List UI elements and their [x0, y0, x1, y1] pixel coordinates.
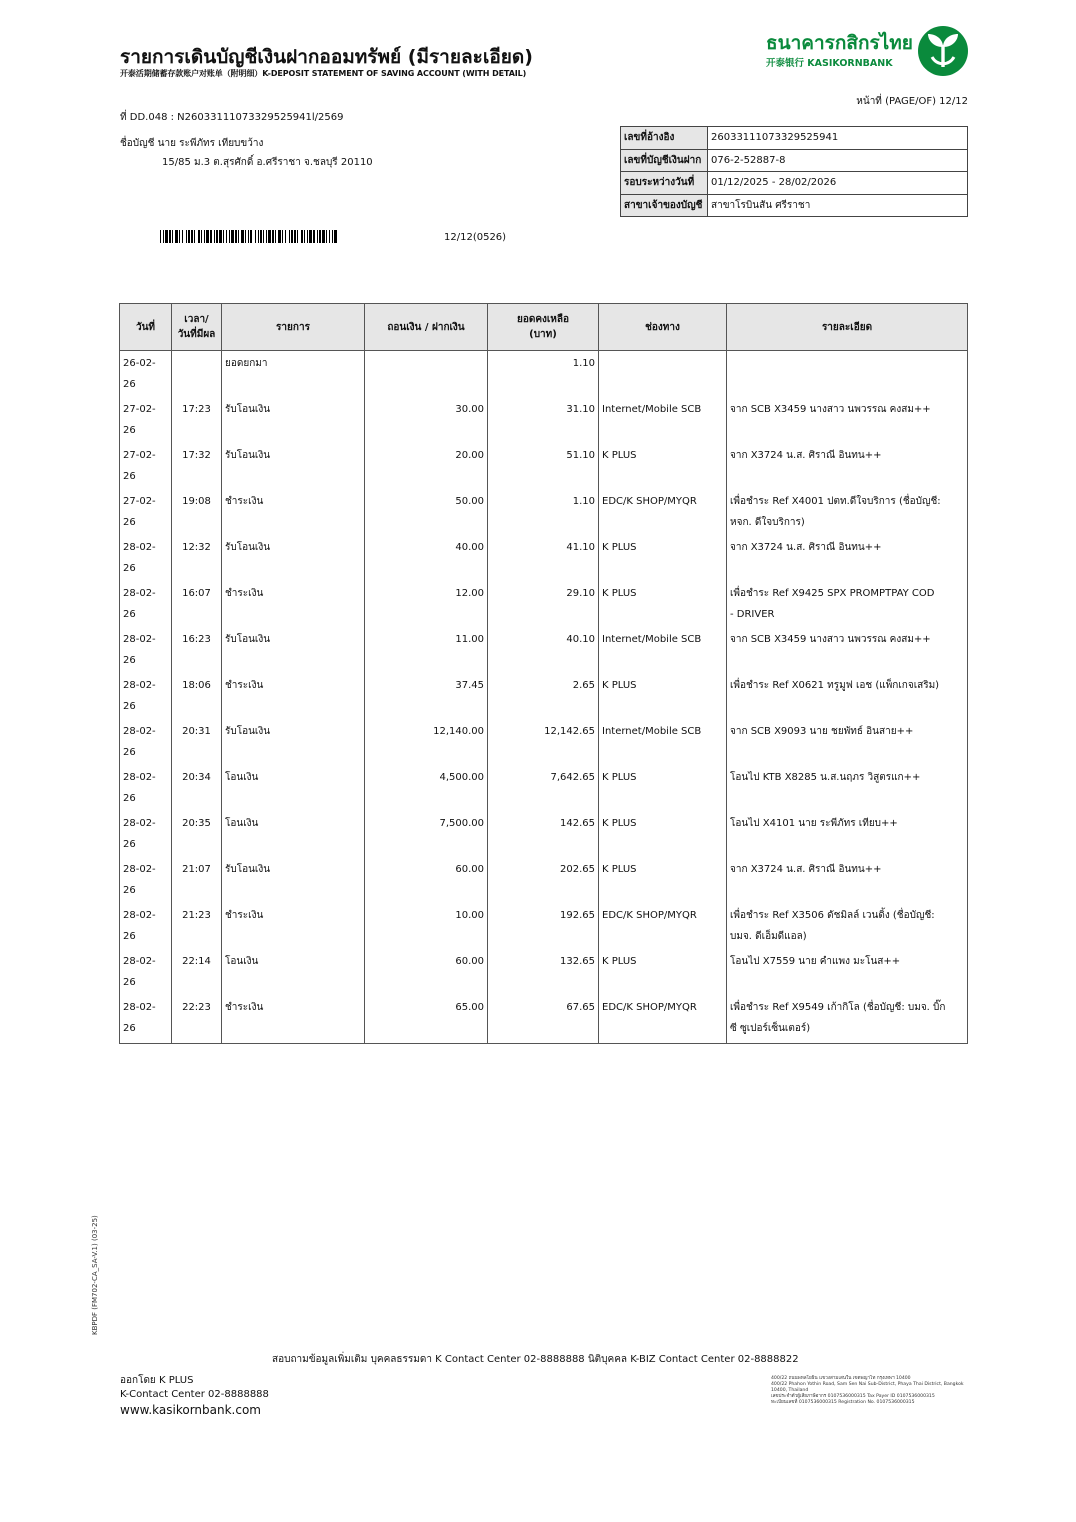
table-row: [120, 903, 968, 949]
table-row: [120, 995, 968, 1044]
cell-channel: K PLUS: [599, 811, 727, 857]
barcode-bar: [285, 230, 286, 243]
barcode-bar: [182, 230, 183, 243]
barcode-text: 12/12(0526): [444, 232, 507, 243]
cell-channel: K PLUS: [599, 949, 727, 995]
account-info-box: [620, 126, 968, 217]
kasikornbank-logo-icon: [917, 25, 969, 77]
account-holder-name: ชื่อบัญชี นาย ระพีภัทร เทียบขว้าง: [120, 138, 264, 149]
barcode-bar: [301, 230, 303, 243]
cell-balance: 67.65: [488, 995, 599, 1044]
barcode-bar: [250, 230, 252, 243]
cell-time: 20:34: [172, 765, 222, 811]
cell-channel: Internet/Mobile SCB: [599, 627, 727, 673]
cell-description: โอนเงิน: [222, 949, 365, 995]
barcode-bar: [289, 230, 290, 243]
cell-date: 27-02-26: [120, 443, 172, 489]
column-header-amount: ถอนเงิน / ฝากเงิน: [365, 304, 488, 351]
cell-details: จาก SCB X3459 นางสาว นพวรรณ คงสม++: [727, 627, 968, 673]
info-value: 076-2-52887-8: [708, 149, 968, 172]
barcode-bar: [317, 230, 318, 243]
cell-date: 28-02-26: [120, 535, 172, 581]
table-row: [120, 673, 968, 719]
cell-time: 17:32: [172, 443, 222, 489]
info-value: 01/12/2025 - 28/02/2026: [708, 172, 968, 195]
cell-time: 17:23: [172, 397, 222, 443]
info-row: [621, 172, 968, 195]
barcode-bar: [226, 230, 227, 243]
issued-by: ออกโดย K PLUS: [120, 1375, 194, 1386]
barcode-bar: [322, 230, 325, 243]
cell-time: 22:23: [172, 995, 222, 1044]
barcode-bar: [163, 230, 164, 243]
cell-amount: 10.00: [365, 903, 488, 949]
cell-balance: 41.10: [488, 535, 599, 581]
cell-date: 28-02-26: [120, 673, 172, 719]
cell-description: รับโอนเงิน: [222, 397, 365, 443]
barcode-bar: [179, 230, 180, 243]
cell-channel: K PLUS: [599, 443, 727, 489]
form-code: KBPDF (FM702-CA_SA-V.1) (03-25): [91, 1215, 99, 1335]
cell-amount: 12.00: [365, 581, 488, 627]
barcode-bar: [304, 230, 305, 243]
barcode-bar: [313, 230, 315, 243]
table-row: [120, 811, 968, 857]
barcode-bar: [231, 230, 234, 243]
cell-date: 28-02-26: [120, 811, 172, 857]
cell-date: 27-02-26: [120, 397, 172, 443]
table-row: [120, 535, 968, 581]
cell-balance: 1.10: [488, 351, 599, 398]
barcode-bar: [294, 230, 296, 243]
barcode-bar: [255, 230, 256, 243]
cell-description: รับโอนเงิน: [222, 627, 365, 673]
barcode-bar: [188, 230, 190, 243]
cell-amount: 60.00: [365, 857, 488, 903]
column-header-balance: ยอดคงเหลือ (บาท): [488, 304, 599, 351]
cell-time: 16:23: [172, 627, 222, 673]
fine-print-line: 400/22 Phahon Yothin Road, Sam Sen Nai Sub-District, Phaya Thai District, Bangkok 10400, Thailand: [771, 1382, 964, 1393]
website-link[interactable]: www.kasikornbank.com: [120, 1403, 261, 1417]
table-row: [120, 581, 968, 627]
barcode-bar: [210, 230, 212, 243]
cell-balance: 40.10: [488, 627, 599, 673]
cell-details: เพื่อชำระ Ref X3506 ดัชมิลล์ เวนดิ้ง (ชื่อบัญชี: บมจ. ดีเอ็มดีแอล): [727, 903, 968, 949]
column-header-details: รายละเอียด: [727, 304, 968, 351]
column-header-description: รายการ: [222, 304, 365, 351]
fine-print-line: เลขประจำตัวผู้เสียภาษีอากร 0107536000315 Tax Payer ID 0107536000315: [771, 1394, 935, 1399]
barcode-bar: [248, 230, 249, 243]
cell-time: [172, 351, 222, 398]
account-holder-address: 15/85 ม.3 ต.สุรศักดิ์ อ.ศรีราชา จ.ชลบุรี 20110: [162, 157, 373, 168]
barcode-bar: [160, 230, 161, 243]
cell-channel: K PLUS: [599, 765, 727, 811]
cell-date: 28-02-26: [120, 903, 172, 949]
column-header-channel: ช่องทาง: [599, 304, 727, 351]
barcode-bar: [175, 230, 178, 243]
cell-date: 28-02-26: [120, 719, 172, 765]
cell-amount: [365, 351, 488, 398]
table-row: [120, 489, 968, 535]
cell-balance: 29.10: [488, 581, 599, 627]
table-row: [120, 949, 968, 995]
cell-details: โอนไป X7559 นาย คำแพง มะโนส++: [727, 949, 968, 995]
cell-date: 28-02-26: [120, 857, 172, 903]
cell-description: ยอดยกมา: [222, 351, 365, 398]
barcode-bar: [297, 230, 298, 243]
cell-channel: K PLUS: [599, 535, 727, 581]
table-row: [120, 765, 968, 811]
barcode-bar: [165, 230, 168, 243]
cell-description: โอนเงิน: [222, 765, 365, 811]
cell-amount: 7,500.00: [365, 811, 488, 857]
barcode-bar: [194, 230, 195, 243]
cell-amount: 12,140.00: [365, 719, 488, 765]
barcode-bar: [263, 230, 264, 243]
info-row: [621, 127, 968, 150]
cell-amount: 20.00: [365, 443, 488, 489]
fine-print-line: 400/22 ถนนพหลโยธิน แขวงสามเสนใน เขตพญาไท กรุงเทพฯ 10400: [771, 1376, 911, 1381]
barcode-bar: [204, 230, 205, 243]
cell-description: ชำระเงิน: [222, 995, 365, 1044]
barcode-bar: [268, 230, 271, 243]
info-label: รอบระหว่างวันที่: [621, 172, 708, 195]
table-row: [120, 719, 968, 765]
cell-details: จาก X3724 น.ส. ศิราณี อินทน++: [727, 535, 968, 581]
cell-amount: 11.00: [365, 627, 488, 673]
barcode-bar: [258, 230, 259, 243]
cell-channel: Internet/Mobile SCB: [599, 397, 727, 443]
cell-details: จาก SCB X3459 นางสาว นพวรรณ คงสม++: [727, 397, 968, 443]
cell-date: 26-02-26: [120, 351, 172, 398]
cell-description: ชำระเงิน: [222, 581, 365, 627]
table-row: [120, 627, 968, 673]
barcode-bar: [201, 230, 202, 243]
cell-channel: EDC/K SHOP/MYQR: [599, 489, 727, 535]
cell-description: ชำระเงิน: [222, 903, 365, 949]
cell-description: รับโอนเงิน: [222, 719, 365, 765]
cell-date: 28-02-26: [120, 949, 172, 995]
cell-description: รับโอนเงิน: [222, 443, 365, 489]
cell-amount: 37.45: [365, 673, 488, 719]
info-row: [621, 194, 968, 217]
cell-details: [727, 351, 968, 398]
barcode-bar: [198, 230, 200, 243]
barcode-bar: [223, 230, 224, 243]
cell-balance: 7,642.65: [488, 765, 599, 811]
cell-details: เพื่อชำระ Ref X4001 ปตท.ดีใจบริการ (ชื่อบัญชี: หจก. ดีใจบริการ): [727, 489, 968, 535]
cell-description: รับโอนเงิน: [222, 535, 365, 581]
info-label: เลขที่อ้างอิง: [621, 127, 708, 150]
barcode-bar: [334, 230, 337, 243]
cell-details: จาก X3724 น.ส. ศิราณี อินทน++: [727, 857, 968, 903]
bank-name-english: 开泰银行 KASIKORNBANK: [766, 58, 893, 69]
cell-description: ชำระเงิน: [222, 673, 365, 719]
cell-time: 22:14: [172, 949, 222, 995]
cell-channel: Internet/Mobile SCB: [599, 719, 727, 765]
cell-amount: 60.00: [365, 949, 488, 995]
cell-details: จาก SCB X9093 นาย ชยพัทธ์ อินสาย++: [727, 719, 968, 765]
cell-time: 19:08: [172, 489, 222, 535]
cell-time: 20:35: [172, 811, 222, 857]
cell-balance: 192.65: [488, 903, 599, 949]
barcode-bar: [319, 230, 321, 243]
cell-balance: 31.10: [488, 397, 599, 443]
fine-print-line: ทะเบียนเลขที่ 0107536000315 Registration No. 0107536000315: [771, 1400, 915, 1405]
barcode-bar: [307, 230, 308, 243]
cell-amount: 30.00: [365, 397, 488, 443]
barcode-bar: [275, 230, 276, 243]
bank-name-thai: ธนาคารกสิกรไทย: [766, 32, 913, 54]
cell-balance: 132.65: [488, 949, 599, 995]
info-label: สาขาเจ้าของบัญชี: [621, 194, 708, 217]
barcode-bar: [186, 230, 187, 243]
barcode-bar: [235, 230, 237, 243]
barcode-bar: [238, 230, 239, 243]
transaction-table: [119, 303, 968, 1044]
column-header-time: เวลา/ วันที่มีผล: [172, 304, 222, 351]
cell-time: 16:07: [172, 581, 222, 627]
barcode-icon: [160, 230, 338, 243]
statement-title-english: 开泰活期储蓄存款账户对账单（附明细）K-DEPOSIT STATEMENT OF SAVING ACCOUNT (WITH DETAIL): [120, 69, 527, 78]
barcode-bar: [266, 230, 267, 243]
info-label: เลขที่บัญชีเงินฝาก: [621, 149, 708, 172]
bank-address-fine-print: [771, 1376, 971, 1406]
cell-balance: 12,142.65: [488, 719, 599, 765]
page-number: หน้าที่ (PAGE/OF) 12/12: [856, 96, 968, 107]
barcode-bar: [245, 230, 246, 243]
cell-time: 20:31: [172, 719, 222, 765]
cell-description: โอนเงิน: [222, 811, 365, 857]
table-row: [120, 351, 968, 398]
cell-balance: 2.65: [488, 673, 599, 719]
cell-amount: 4,500.00: [365, 765, 488, 811]
barcode-bar: [278, 230, 281, 243]
cell-balance: 51.10: [488, 443, 599, 489]
barcode-bar: [216, 230, 218, 243]
barcode-bar: [219, 230, 222, 243]
cell-details: โอนไป KTB X8285 น.ส.นฤภร วิสูตรแก++: [727, 765, 968, 811]
cell-channel: [599, 351, 727, 398]
cell-channel: EDC/K SHOP/MYQR: [599, 995, 727, 1044]
cell-date: 28-02-26: [120, 995, 172, 1044]
cell-description: รับโอนเงิน: [222, 857, 365, 903]
cell-description: ชำระเงิน: [222, 489, 365, 535]
cell-date: 28-02-26: [120, 765, 172, 811]
table-row: [120, 857, 968, 903]
cell-date: 27-02-26: [120, 489, 172, 535]
cell-channel: K PLUS: [599, 581, 727, 627]
k-contact-number: K-Contact Center 02-8888888: [120, 1389, 269, 1400]
barcode-bar: [191, 230, 193, 243]
cell-details: เพื่อชำระ Ref X0621 ทรูมูฟ เอช (แพ็กเกจเสริม): [727, 673, 968, 719]
cell-details: จาก X3724 น.ส. ศิราณี อินทน++: [727, 443, 968, 489]
cell-balance: 142.65: [488, 811, 599, 857]
cell-amount: 50.00: [365, 489, 488, 535]
barcode-bar: [169, 230, 171, 243]
barcode-bar: [291, 230, 293, 243]
cell-time: 18:06: [172, 673, 222, 719]
statement-title-thai: รายการเดินบัญชีเงินฝากออมทรัพย์ (มีรายละเอียด): [120, 46, 533, 68]
barcode-bar: [309, 230, 312, 243]
barcode-bar: [329, 230, 330, 243]
barcode-bar: [272, 230, 274, 243]
barcode-bar: [326, 230, 327, 243]
cell-time: 12:32: [172, 535, 222, 581]
barcode-bar: [172, 230, 173, 243]
cell-details: โอนไป X4101 นาย ระพีภัทร เทียบ++: [727, 811, 968, 857]
issuer-info: [120, 1374, 269, 1402]
table-row: [120, 397, 968, 443]
info-row: [621, 149, 968, 172]
barcode-bar: [282, 230, 283, 243]
cell-channel: K PLUS: [599, 857, 727, 903]
column-header-date: วันที่: [120, 304, 172, 351]
barcode-bar: [241, 230, 244, 243]
cell-channel: EDC/K SHOP/MYQR: [599, 903, 727, 949]
document-reference: ที่ DD.048 : N26033111073329525941l/2569: [120, 112, 344, 123]
cell-time: 21:23: [172, 903, 222, 949]
cell-date: 28-02-26: [120, 581, 172, 627]
barcode-bar: [214, 230, 215, 243]
contact-info: สอบถามข้อมูลเพิ่มเติม บุคคลธรรมดา K Contact Center 02-8888888 นิติบุคคล K-BIZ Contact Center 02-8888822: [272, 1354, 799, 1365]
table-row: [120, 443, 968, 489]
cell-details: เพื่อชำระ Ref X9549 เก้ากิโล (ชื่อบัญชี: บมจ. บิ๊ก ซี ซูเปอร์เซ็นเตอร์): [727, 995, 968, 1044]
cell-details: เพื่อชำระ Ref X9425 SPX PROMPTPAY COD - DRIVER: [727, 581, 968, 627]
cell-balance: 1.10: [488, 489, 599, 535]
cell-amount: 40.00: [365, 535, 488, 581]
barcode-bar: [260, 230, 262, 243]
cell-time: 21:07: [172, 857, 222, 903]
cell-channel: K PLUS: [599, 673, 727, 719]
cell-date: 28-02-26: [120, 627, 172, 673]
info-value: 26033111073329525941: [708, 127, 968, 150]
barcode-bar: [206, 230, 209, 243]
barcode-bar: [229, 230, 230, 243]
cell-amount: 65.00: [365, 995, 488, 1044]
barcode-bar: [332, 230, 333, 243]
cell-balance: 202.65: [488, 857, 599, 903]
info-value: สาขาโรบินสัน ศรีราชา: [708, 194, 968, 217]
